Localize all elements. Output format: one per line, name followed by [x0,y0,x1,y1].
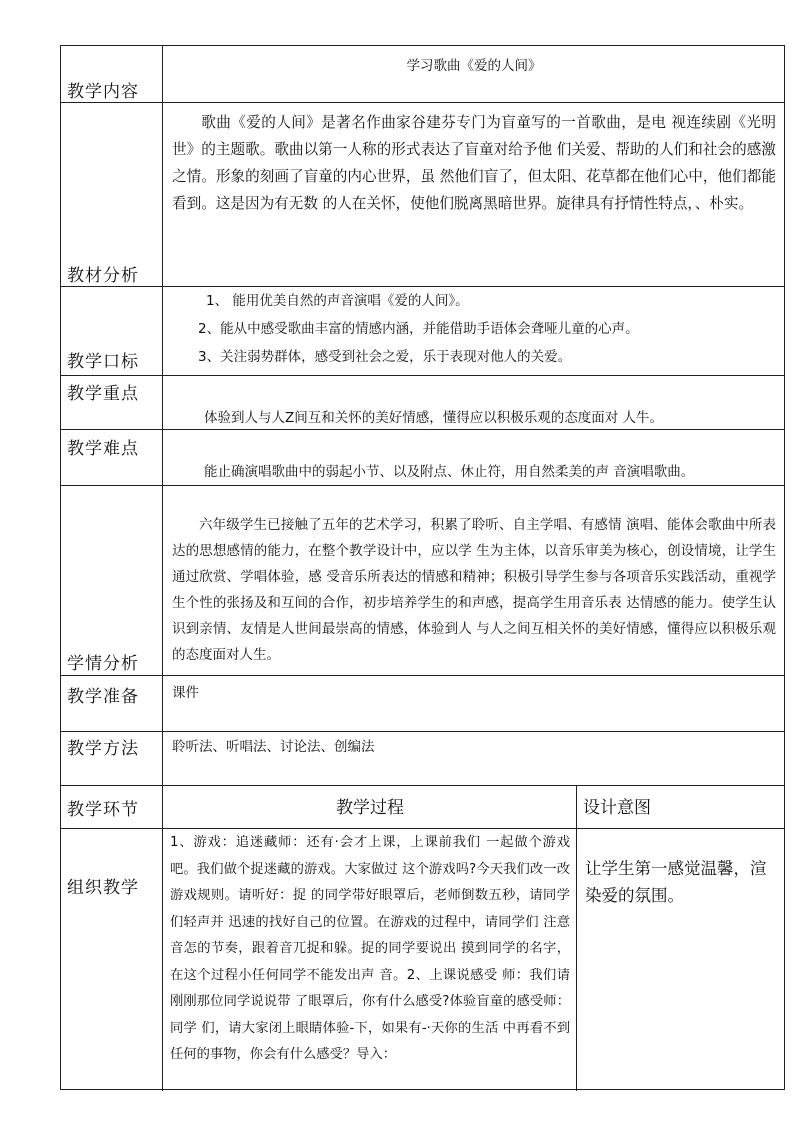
row-teaching-content [61,46,784,103]
student-analysis-text: 六年级学生已接触了五年的艺术学习，积累了聆听、自主学唱、有感情 演唱、能体会歌曲中所表达的思想感情的能力，在整个教学设计中，应以学 生为主体，以音乐审美为核心，创设情境，让学生通过欣赏、学唱体验，感 受音乐所表达的情感和精神；积极引导学生参与各项音乐实践活动，重视学 生个性的张扬及和互间的合作，初步培养学生的和声感，提高学生用音乐表 达情感的能力。使学生认识到亲情、友情是人世间最崇高的情感，体验到人 与人之间互相关怀的美好情感，懂得应以积极乐观的态度面对人生。 [172,517,776,663]
row-label-cell [61,376,163,429]
row-label-cell [61,732,163,785]
design-column-header: 设计意图 [583,798,651,818]
process-text: 1、游戏：追迷藏师：还有·会才上课，上课前我们 一起做个游戏吧。我们做个捉迷藏的游戏。大家做过 这个游戏吗?今天我们改一改游戏规则。请听好：捉 的同学带好眼罩后，老师倒数五秒，请同学们轻声并 迅速的找好自己的位置。在游戏的过程中，请同学们 注意音怎的节奏，跟着音兀捉和躲。捉的同学要说出 摸到同学的名字，在这个过程小任何同学不能发出声 音。2、上课说感受 师：我们请刚刚那位同学说说带 了眼罩后，你有什么感受?体验盲童的感受师：同学 们，请大家闭上眼睛体验-下，如果有-·天你的生活 中再看不到任何的事物，你会有什么感受？导入： [170,835,570,1062]
objective-item: 1、 能用优美自然的声音演唱《爱的人间》。 [206,293,469,309]
row-label: 学情分析 [67,654,139,674]
key-points-text: 体验到人与人Z间互和关怀的美好情感，懂得应以积极乐观的态度面对 人牛。 [204,410,664,426]
process-column-header: 教学过程 [336,798,404,818]
material-analysis-text: 歌曲《爱的人间》是著名作曲家谷建芬专门为盲童写的一首歌曲，是电 视连续剧《光明世》的主题歌。歌曲以第一人称的形式表达了盲童对给予他 们关爱、帮助的人们和社会的感激之情。形象的刻画了盲童的内心世界，虽 然他们盲了，但太阳、花草都在他们心中，他们都能看到。这是因为有无数 的人在关怀，使他们脱离黑暗世界。旋律具有抒情性特点，、朴实。 [172,114,776,212]
row-label-cell [61,430,163,485]
row-label: 教学准备 [67,687,139,707]
objective-item: 3、关注弱势群体，感受到社会之爱，乐于表现对他人的关爱。 [198,349,572,365]
row-content-cell [164,103,784,286]
row-label: 组织教学 [67,878,139,898]
row-label: 教学方法 [67,739,139,759]
objective-item: 2、能从中感受歌曲丰富的情感内涵，并能借助手语体会聋哑儿童的心声。 [198,321,639,337]
row-label-cell [61,486,163,675]
row-material-analysis [61,103,784,287]
row-key-points [61,376,784,430]
row-content-cell [164,829,784,1091]
row-content-cell [164,486,784,675]
row-label-cell [61,829,163,1091]
design-intent-text: 让学生第一感觉温馨，渲染爱的氛围。 [585,859,767,905]
row-label-cell [61,287,163,375]
row-teaching-prep [61,676,784,732]
row-organize-teaching [61,829,784,1091]
row-label: 教学重点 [67,384,139,404]
design-column-cell [576,829,784,1091]
lesson-topic: 学习歌曲《爱的人间》 [406,58,542,74]
row-content-cell [164,786,784,828]
row-label-cell [61,786,163,828]
row-teaching-objectives [61,287,784,376]
row-content-cell [164,287,784,375]
row-label: 教学内容 [67,82,139,102]
row-student-analysis [61,486,784,676]
teaching-prep-text: 课件 [172,685,199,701]
row-label-cell [61,103,163,286]
lesson-plan-table [60,45,785,1090]
row-content-cell [164,376,784,429]
row-label: 教材分析 [67,266,139,286]
row-content-cell [164,46,784,102]
teaching-method-text: 聆听法、听唱法、讨论法、创编法 [172,739,375,755]
row-label: 教学难点 [67,439,139,459]
row-difficulties [61,430,784,486]
row-label: 教学环节 [67,800,139,820]
design-column-cell [576,786,784,828]
row-label-cell [61,676,163,731]
row-process-header [61,786,784,829]
row-content-cell [164,676,784,731]
row-label: 教学口标 [67,352,139,372]
row-content-cell [164,732,784,785]
row-label-cell [61,46,163,102]
row-teaching-method [61,732,784,786]
difficulties-text: 能止确演唱歌曲中的弱起小节、以及附点、休止符，用自然柔美的声 音演唱歌曲。 [204,464,695,480]
row-content-cell [164,430,784,485]
